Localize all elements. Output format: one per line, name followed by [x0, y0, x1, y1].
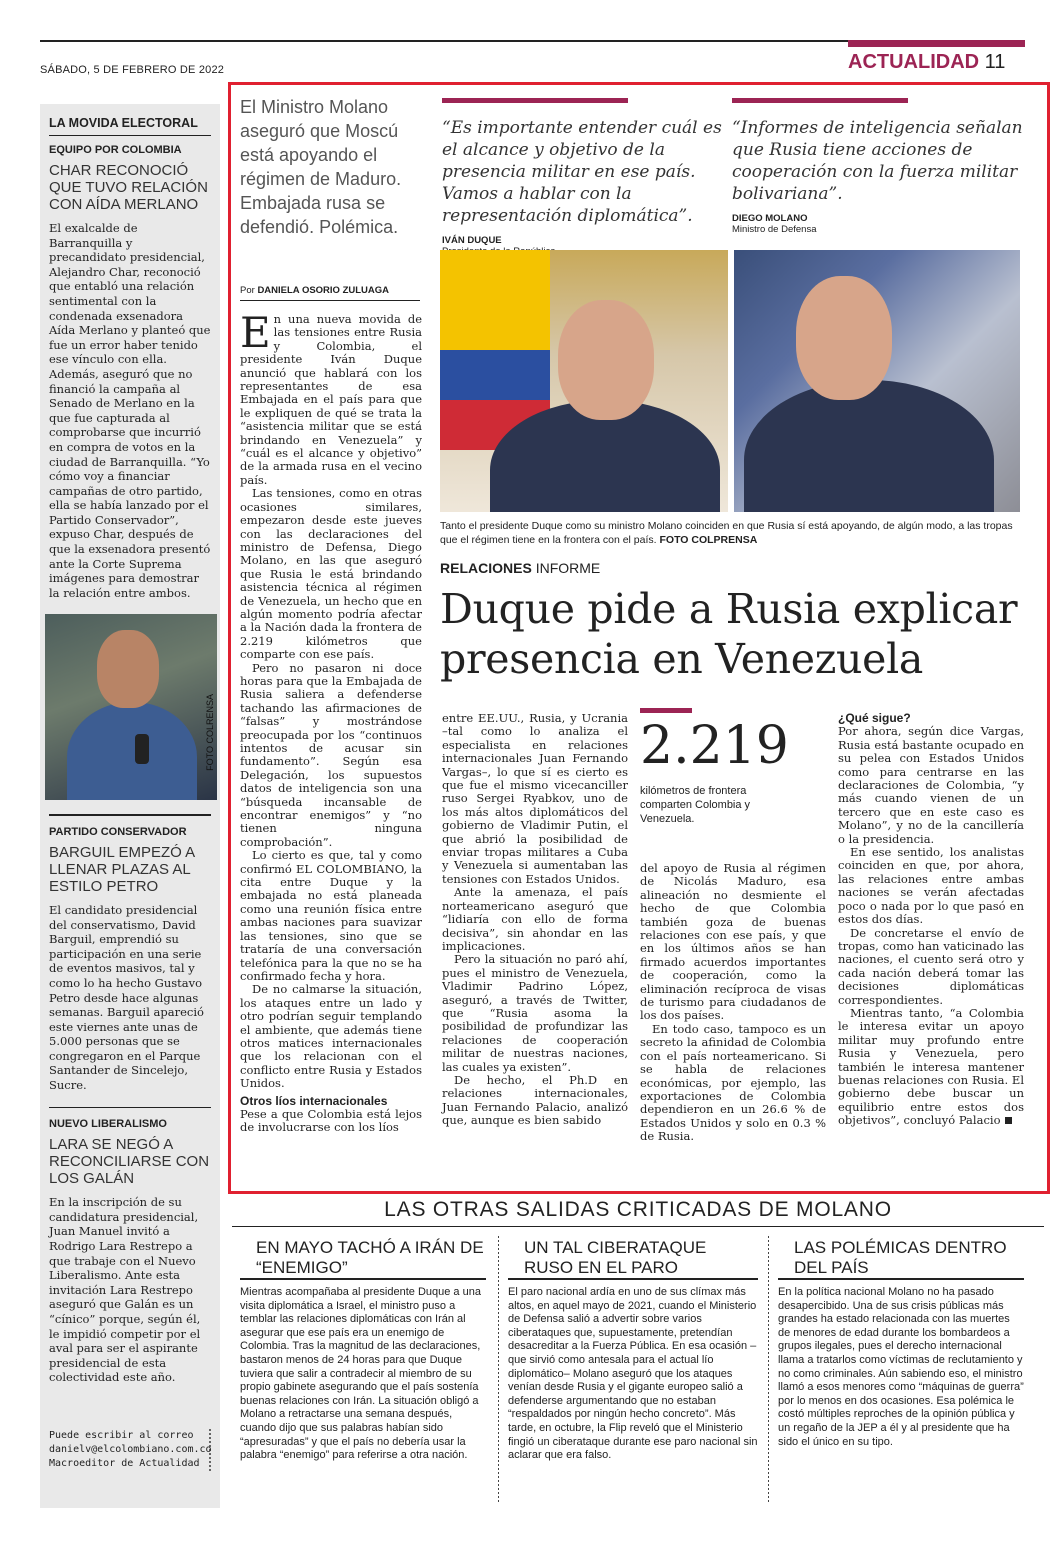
end-mark-icon: [1005, 1117, 1012, 1124]
subheading: ¿Qué sigue?: [838, 711, 911, 725]
bottom-column-rule: [508, 1278, 758, 1280]
photo-caption: [440, 519, 1022, 547]
paragraph: En ese sentido, los analistas coinciden en que, por ahora, las relaciones entre ambas naciones se verán afectadas poco o nada por lo que pasó en estos dos días.: [838, 845, 1024, 927]
bottom-column-head: EN MAYO TACHÓ A IRÁN DE “ENEMIGO”: [256, 1238, 484, 1277]
paragraph: Las tensiones, como en otras ocasiones similares, empezaron desde este jueves con las declaraciones del ministro de Defensa, Diego Molano, en las que aseguró que Rusia le está brindando asistencia técnica al régimen de Venezuela, un hecho que en algún momento podría afectar a la Nación dada la frontera de 2.219 kilómetros que comparte con ese país.: [240, 486, 422, 662]
bottom-column-text: En la política nacional Molano no ha pasado desapercibido. Una de sus crisis públicas más grandes ha estado relacionada con las muertes de menores de edad durante los bombardeos a grupos ilegales, pues el derecho internacional llama a tratarlos como víctimas de reclutamiento y no como criminales. Aún sabiendo eso, el ministro llamó a esos menores como “máquinas de guerra” por lo menos en dos ocasiones. Esa polémica le costó múltiples reproches de la opinión pública y un regaño de la JEP a él y al presidente que ha sido el único en su tipo.: [778, 1286, 1024, 1448]
contact-line: Puede escribir al correo: [49, 1429, 194, 1441]
sidebar-electoral: [40, 104, 220, 1508]
quote-bar: [732, 98, 908, 103]
paragraph: Ante la amenaza, el país norteamericano aseguró que “lidiaría con ello de forma decisiva”, sin ahondar en las implicaciones.: [442, 885, 628, 953]
bottom-section-title: LAS OTRAS SALIDAS CRITICADAS DE MOLANO: [232, 1196, 1044, 1227]
char-photo: [45, 614, 217, 800]
photo-face: [97, 630, 159, 708]
quote-text: “Informes de inteligencia señalan que Rusia tiene acciones de cooperación con la fuerza militar bolivariana”.: [732, 118, 1023, 204]
caption-credit: FOTO COLPRENSA: [659, 534, 758, 546]
quote-molano: [732, 98, 1024, 235]
drop-cap: E: [240, 308, 271, 357]
bottom-column-text: Mientras acompañaba al presidente Duque a una visita diplomática a Israel, el ministro puso a temblar las relaciones diplomáticas con Irán al asegurar que ese país era un enemigo de Colombia. Tras la magnitud de las declaraciones, bastaron menos de 24 horas para que Duque tuviera que salir a contradecir al miembro de su propio gabinete asegurando que el país sostenía buenas relaciones con Irán. La situación obligó a Molano a retractarse una semana después, cuando dijo que sus palabras habían sido “apresuradas” y que el país no debería usar la palabra “enemigo” para referirse a otra nación.: [240, 1286, 481, 1462]
contact-role: Macroeditor de Actualidad: [49, 1457, 200, 1469]
sidebar-text: En la inscripción de su candidatura presidencial, Juan Manuel invitó a Rodrigo Lara Restrepo a que trabaje con el Nuevo Liberalismo. Ante esta invitación Lara Restrepo aseguró que Galán es un “cínico” porque, según él, le impidió competir por el aval para ser el aspirante presidencial de esta colectividad este año.: [49, 1195, 201, 1385]
issue-date: SÁBADO, 5 DE FEBRERO DE 2022: [40, 64, 225, 76]
bottom-column-1: [240, 1238, 486, 1463]
article-column-4: [838, 712, 1024, 1128]
section-bar: [848, 40, 1025, 47]
photo-figure: [744, 380, 994, 512]
section-name: ACTUALIDAD: [848, 51, 980, 73]
byline: [240, 285, 420, 301]
subheading: Otros líos internacionales: [240, 1093, 388, 1108]
sidebar-text: El exalcalde de Barranquilla y precandidato presidencial, Alejandro Char, reconoció que entabló una relación sentimental con la condenada exsenadora Aída Merlano y planteó que fue un error haber tenido ese vínculo con ella. Además, aseguró que no financió la campaña al Senado de Merlano en la que fue capturada al comprobarse que incurrió en compra de votos en la ciudad de Barranquilla. “Yo cómo voy a financiar campañas de otro partido, ella se había lanzado por el Partido Conservador”, expuso Char, después de que la exsenadora presentó ante la Corte Suprema imágenes para demostrar la relación entre ambos.: [49, 221, 211, 600]
paragraph: De no calmarse la situación, los ataques entre un lado y otro podrían seguir templando el ambiente, que además tiene otros matices internacionales que los relacionan con el conflicto entre Rusia y Estados Unidos.: [240, 982, 422, 1091]
byline-name: DANIELA OSORIO ZULUAGA: [257, 285, 390, 296]
quote-name: IVÁN DUQUE: [442, 235, 502, 246]
bottom-column-head: UN TAL CIBERATAQUE RUSO EN EL PARO: [524, 1238, 707, 1277]
quote-duque: [442, 98, 732, 257]
bottom-column-rule: [240, 1278, 486, 1280]
paragraph: De hecho, el Ph.D en relaciones internacionales, Juan Fernando Palacio, analizó que, aunque es bien sabido: [442, 1072, 628, 1128]
sidebar-kicker: PARTIDO CONSERVADOR: [49, 825, 187, 838]
sidebar-text: El candidato presidencial del conservatismo, David Barguil, emprendió su participación en una serie de eventos masivos, tal y como lo ha hecho Gustavo Petro desde hace algunas semanas. Barguil apareció este viernes ante unas de 5.000 personas que se congregaron en el Parque Santander de Sincelejo, Sucre.: [49, 902, 204, 1093]
article-lede: El Ministro Molano aseguró que Moscú está apoyando el régimen de Maduro. Embajada rusa se defendió. Polémica.: [240, 97, 402, 237]
photo-face: [558, 300, 654, 420]
quote-role: Ministro de Defensa: [732, 224, 817, 235]
paragraph: En una nueva movida de las tensiones entre Rusia y Colombia, el presidente Iván Duque anunció que hablará con los representantes de esa Embajada en el país para que le expliquen de qué se trata la “asistencia militar que se está brindando en Venezuela” y “cuál es el alcance y objetivo” de la armada rusa en el vecino país.: [240, 308, 422, 487]
paragraph: De concretarse el envío de tropas, como han vaticinado las naciones, el cuento será otro y cada nación deberá tomar las decisiones diplomáticas correspondientes.: [838, 925, 1024, 1007]
paragraph: Por ahora, según dice Vargas, Rusia está bastante ocupado en su pelea con Estados Unidos como para centrarse en las declaraciones de Colombia, “y más cuando vienen de un tercero que en este caso es Molano”, y no de la cancillería o la presidencia.: [838, 724, 1024, 846]
byline-prefix: Por: [240, 285, 255, 296]
column-divider: [498, 1236, 499, 1504]
article-kicker: [440, 560, 600, 576]
contact-info: [49, 1429, 211, 1471]
paragraph: Lo cierto es que, tal y como confirmó EL COLOMBIANO, la cita entre Duque y la embajada no está planeada como una reunión física entre ambas naciones para suavizar las tensiones, sino que se trataría de una conversación telefónica para la que no se ha confirmado fecha y hora.: [240, 848, 422, 983]
paragraph: Pero no pasaron ni doce horas para que la Embajada de Rusia saliera a defenderse tachando las afirmaciones de “falsas” y mostrándose preocupada por los “continuos intentos de acusar sin fundamento”. Según esa Delegación, los supuestos datos de inteligencia son una “búsqueda incansable de encontrar enemigos” y “no tienen ninguna comprobación”.: [240, 660, 422, 849]
article-headline: Duque pide a Rusia explicar presencia en Venezuela: [440, 585, 1018, 683]
quote-name: DIEGO MOLANO: [732, 213, 808, 224]
quote-text: “Es importante entender cuál es el alcance y objetivo de la presencia militar en ese país. Vamos a hablar con la representación diplomática”.: [442, 118, 722, 226]
caption-text: Tanto el presidente Duque como su ministro Molano coinciden en que Rusia sí está apoyando, de algún modo, a las tropas que el régimen tiene en la frontera con el país.: [440, 520, 1013, 546]
sidebar-divider: [49, 814, 211, 816]
duque-photo: [440, 250, 728, 512]
molano-photo: [734, 250, 1020, 512]
microphone-icon: [135, 734, 149, 764]
photo-figure: [67, 702, 197, 800]
paragraph: Pero la situación no paró ahí, pues el ministro de Venezuela, Vladimir Padrino López, aseguró, a través de Twitter, que “Rusia asoma la posibilidad de profundizar las relaciones de cooperación militar de nuestras naciones, las cuales ya existen”.: [442, 952, 628, 1074]
bottom-column-rule: [778, 1278, 1024, 1280]
paragraph: entre EE.UU., Rusia, y Ucrania –tal como lo analiza el especialista en relaciones internacionales Juan Fernando Vargas–, lo que sí es cierto es que fue el mismo vicecanciller ruso Sergei Ryabkov, uno de los más altos diplomáticos del gobierno de Vladimir Putin, el que abrió la posibilidad de enviar tropas militares a Cuba y Venezuela si aumentaban las tensiones con Estados Unidos.: [442, 711, 628, 886]
sidebar-divider: [49, 1107, 211, 1109]
bottom-column-3: [778, 1238, 1024, 1449]
sidebar-kicker: EQUIPO POR COLOMBIA: [49, 144, 182, 156]
bottom-column-text: El paro nacional ardía en uno de sus clímax más altos, en aquel mayo de 2021, cuando el Ministerio de Defensa salió a advertir sobre varios ciberataques que, supuestamente, pretendían desacreditar a la Fuerza Pública. En esa ocasión –que sirvió como antesala para el actual lío diplomático– Molano aseguró que los ataques venían desde Rusia y el gigante europeo salió a defenderse argumentando que no estaban “respaldados por ningún hecho concreto”. Más tarde, en octubre, la Flip reveló que el Ministerio fingió un ciberataque durante ese paro nacional sin aclarar que era falso.: [508, 1286, 758, 1462]
stat-number: 2.219: [640, 716, 789, 776]
section-title: [848, 51, 1005, 74]
page-number: 11: [984, 51, 1006, 73]
bottom-column-head: LAS POLÉMICAS DENTRO DEL PAÍS: [794, 1238, 1007, 1277]
sidebar-headline: BARGUIL EMPEZÓ A LLENAR PLAZAS AL ESTILO PETRO: [49, 843, 195, 895]
bottom-column-2: [508, 1238, 758, 1463]
article-column-2: [442, 712, 628, 1128]
paragraph: del apoyo de Rusia al régimen de Nicolás Maduro, esa alineación no desmiente el hecho de que Colombia también goza de buenas relaciones con ese país, y que en los últimos años se han firmado acuerdos importantes de cooperación, como la eliminación recíproca de visas de turismo para ciudadanos de los dos países.: [640, 861, 826, 1023]
sidebar-headline: CHAR RECONOCIÓ QUE TUVO RELACIÓN CON AÍDA MERLANO: [49, 162, 208, 213]
paragraph: En todo caso, tampoco es un secreto la afinidad de Colombia con el país norteamericano. Si se habla de relaciones económicas, por ejemplo, las exportaciones de Colombia dependieron en un 26.6 % de Estados Unidos y solo en 0.3 % de Rusia.: [640, 1021, 826, 1144]
contact-email[interactable]: danielv@elcolombiano.com.co: [49, 1443, 212, 1455]
kicker-bold: RELACIONES: [440, 560, 532, 576]
column-divider: [768, 1236, 769, 1504]
sidebar-kicker: NUEVO LIBERALISMO: [49, 1118, 167, 1131]
stat-bar: [640, 708, 692, 713]
stat-text: kilómetros de frontera comparten Colombia y Venezuela.: [640, 785, 751, 825]
article-column-3: [640, 862, 826, 1144]
kicker-normal: INFORME: [535, 560, 601, 576]
sidebar-headline: LARA SE NEGÓ A RECONCILIARSE CON LOS GALÁN: [49, 1136, 210, 1188]
photo-credit: FOTO COLRENSA: [205, 694, 215, 772]
photo-face: [796, 276, 892, 400]
sidebar-title: LA MOVIDA ELECTORAL: [49, 112, 211, 136]
paragraph: Pese a que Colombia está lejos de involucrarse con los líos: [240, 1106, 422, 1135]
quote-bar: [442, 98, 628, 103]
paragraph: Mientras tanto, “a Colombia le interesa evitar un apoyo militar muy profundo entre Rusia y Venezuela, pero también le interesa mantener buenas relaciones con Rusia. El gobierno debe buscar un equilibrio entre estos dos objetivos”, concluyó Palacio: [838, 1005, 1024, 1128]
article-column-1: [240, 308, 422, 1135]
